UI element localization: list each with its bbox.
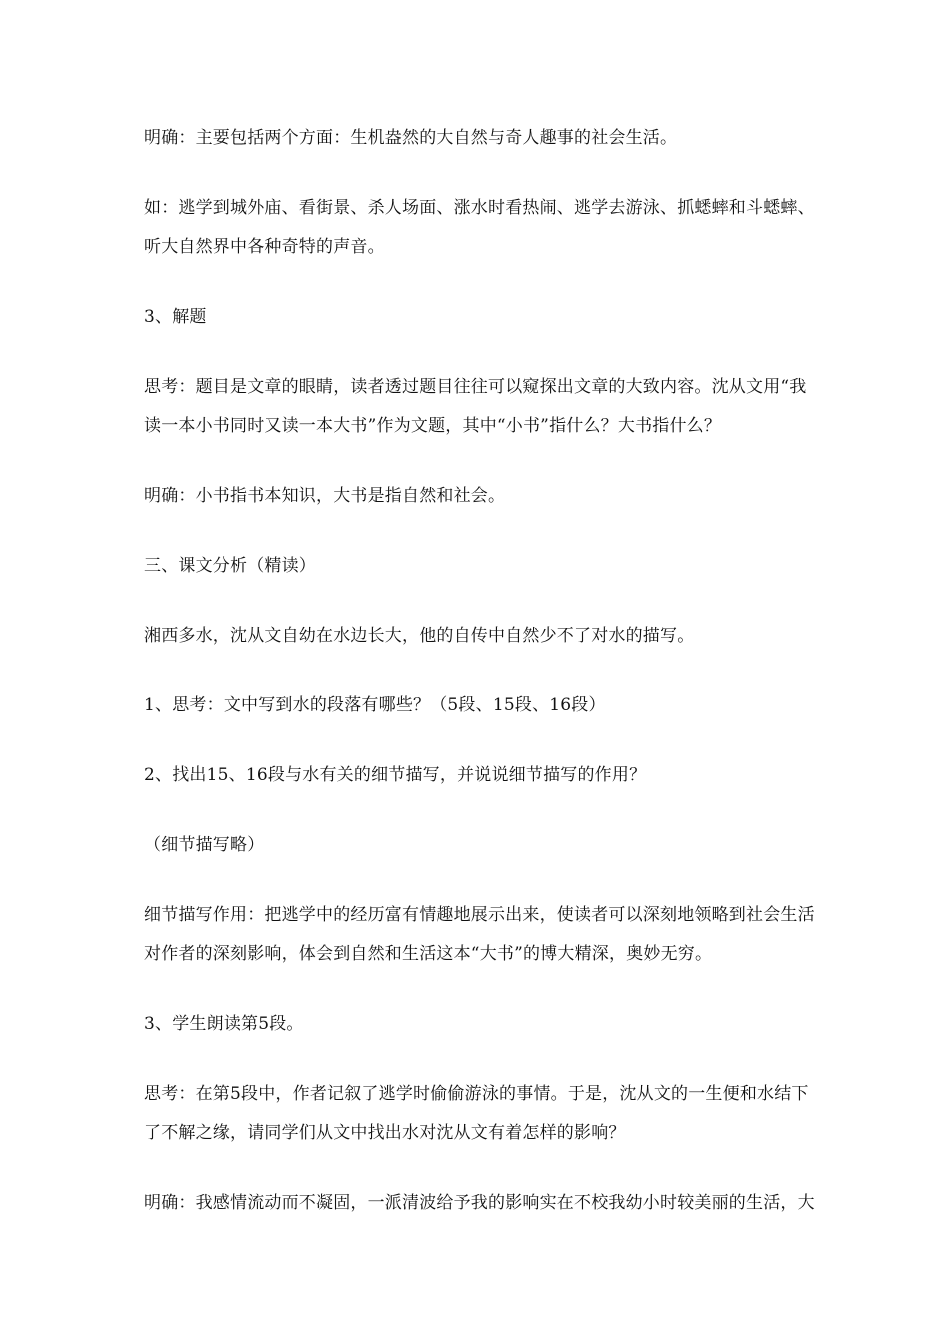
note-detail-omitted: （细节描写略）: [144, 835, 265, 855]
question-2-detail-description: 2、找出15、16段与水有关的细节描写，并说说细节描写的作用？: [144, 765, 647, 785]
section-heading-title-analysis: 3、解题: [144, 307, 207, 327]
paragraph-think-swimming-line-1: 思考：在第5段中，作者记叙了逃学时偷偷游泳的事情。于是，沈从文的一生便和水结下: [144, 1084, 809, 1104]
paragraph-examples-line-1: 如：逃学到城外庙、看街景、杀人场面、涨水时看热闹、逃学去游泳、抓蟋蟀和斗蟋蟀、: [144, 198, 815, 218]
question-1-water-paragraphs: 1、思考：文中写到水的段落有哪些？（5段、15段、16段）: [144, 695, 606, 715]
paragraph-think-title-line-2: 读一本小书同时又读一本大书”作为文题，其中“小书”指什么？大书指什么？: [144, 416, 722, 436]
paragraph-think-title-line-1: 思考：题目是文章的眼睛，读者透过题目往往可以窥探出文章的大致内容。沈从文用“我: [144, 377, 807, 397]
paragraph-think-swimming-line-2: 了不解之缘，请同学们从文中找出水对沈从文有着怎样的影响？: [144, 1123, 626, 1143]
paragraph-clarify-small-big-book: 明确：小书指书本知识，大书是指自然和社会。: [144, 486, 506, 506]
paragraph-detail-effect-line-2: 对作者的深刻影响，体会到自然和生活这本“大书”的博大精深，奥妙无穷。: [144, 944, 713, 964]
paragraph-detail-effect-line-1: 细节描写作用：把逃学中的经历富有情趣地展示出来，使读者可以深刻地领略到社会生活: [144, 905, 815, 925]
paragraph-clarify-water-influence: 明确：我感情流动而不凝固，一派清波给予我的影响实在不校我幼小时较美丽的生活，大: [144, 1193, 815, 1213]
paragraph-xiangxi-water: 湘西多水，沈从文自幼在水边长大，他的自传中自然少不了对水的描写。: [144, 626, 695, 646]
paragraph-examples-line-2: 听大自然界中各种奇特的声音。: [144, 237, 385, 257]
question-3-read-paragraph-5: 3、学生朗读第5段。: [144, 1014, 304, 1034]
section-heading-text-analysis: 三、课文分析（精读）: [144, 556, 316, 576]
paragraph-clarify-two-aspects: 明确：主要包括两个方面：生机盎然的大自然与奇人趣事的社会生活。: [144, 128, 678, 148]
